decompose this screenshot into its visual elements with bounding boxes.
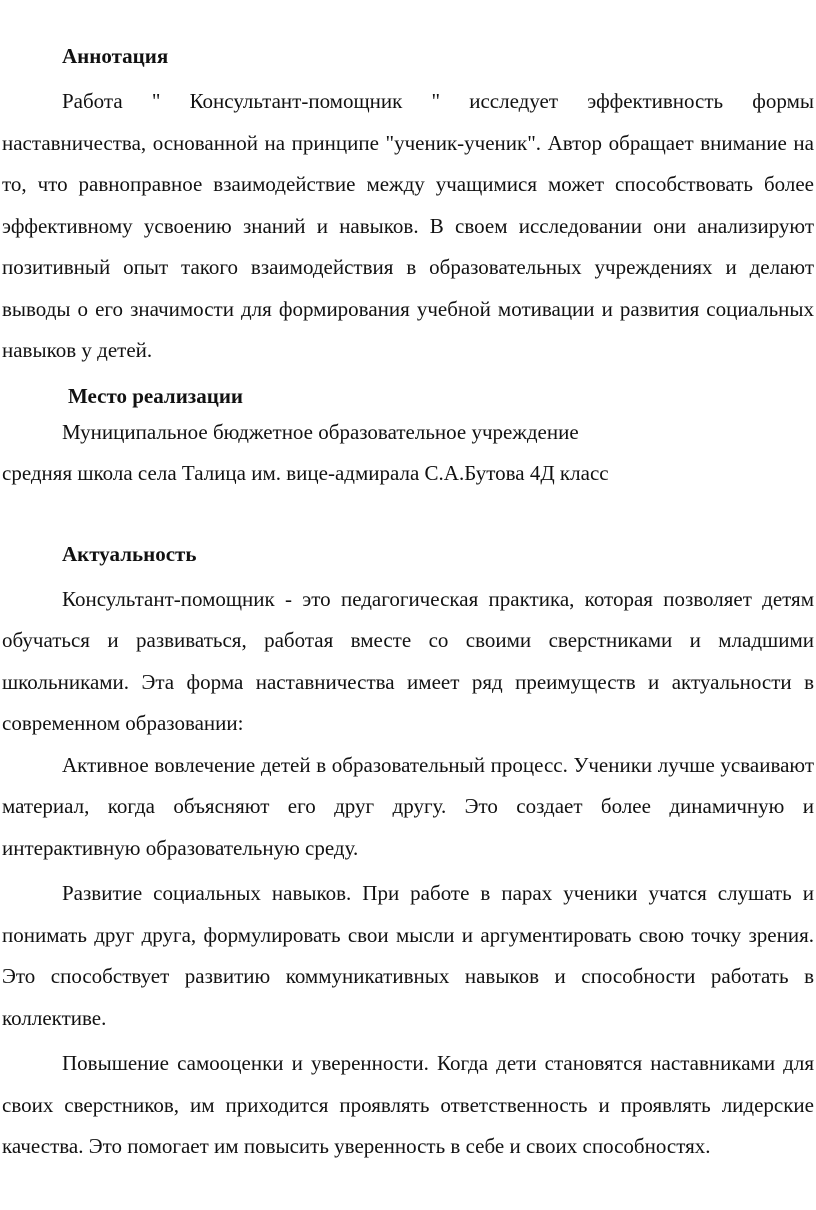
place-line-1: Муниципальное бюджетное образовательное учреждение xyxy=(62,419,579,444)
place-heading: Место реализации xyxy=(68,383,244,408)
annotation-paragraph: Работа " Консультант-помощник " исследует эффективность формы наставничества, основанной на принципе "ученик-ученик". Автор обращает внимание на то, что равноправное взаимодействие между учащимися может способствовать более эффективному усвоению знаний и навыков. В своем исследовании они анализируют позитивный опыт такого взаимодействия в образовательных учреждениях и делают выводы о его значимости для формирования учебной мотивации и развития социальных навыков у детей. xyxy=(2,89,814,362)
annotation-heading: Аннотация xyxy=(62,44,169,68)
relevance-intro-paragraph: Консультант-помощник - это педагогическая практика, которая позволяет детям обучаться и развиваться, работая вместе со своими сверстниками и младшими школьниками. Эта форма наставничества имеет ряд преимуществ и актуальности в современном образовании: xyxy=(2,586,814,735)
relevance-point-3: Повышение самооценки и уверенности. Когда дети становятся наставниками для своих сверстников, им приходится проявлять ответственность и проявлять лидерские качества. Это помогает им повысить уверенность в себе и своих способностях. xyxy=(2,1051,814,1158)
place-line-2: средняя школа села Талица им. вице-адмирала С.А.Бутова 4Д класс xyxy=(2,460,609,485)
relevance-point-2: Развитие социальных навыков. При работе в парах ученики учатся слушать и понимать друг друга, формулировать свои мысли и аргументировать свою точку зрения. Это способствует развитию коммуникативных навыков и способности работать в коллективе. xyxy=(2,881,814,1030)
relevance-point-1: Активное вовлечение детей в образовательный процесс. Ученики лучше усваивают материал, когда объясняют его друг другу. Это создает более динамичную и интерактивную образовательную среду. xyxy=(2,752,814,860)
relevance-heading: Актуальность xyxy=(62,541,197,566)
